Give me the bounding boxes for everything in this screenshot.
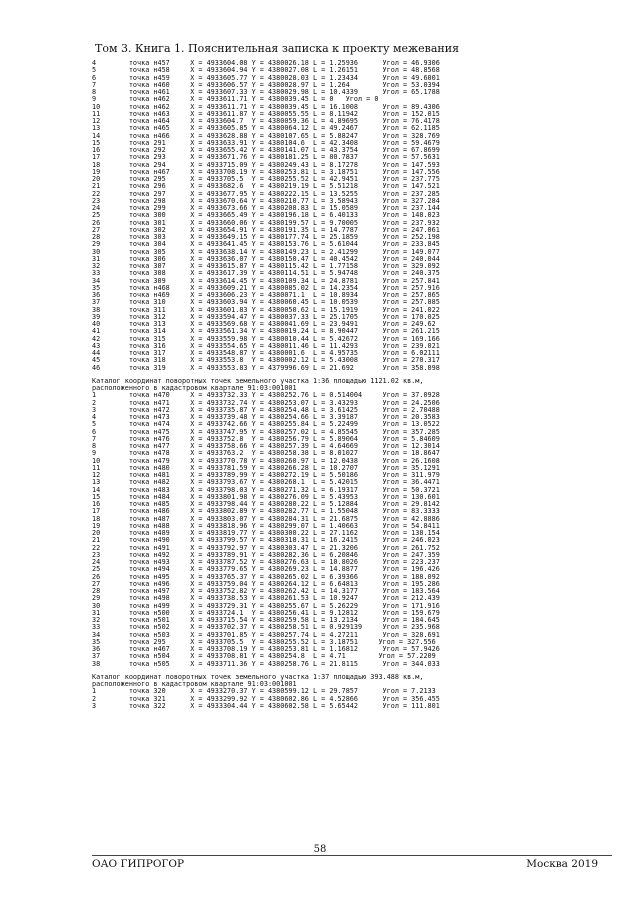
- table-row: 18 точка н487 X = 4933803.07 Y = 4380284.31 L = 21.6875 Угол = 42.8886: [92, 514, 440, 523]
- table-row: 39 точка 312 X = 4933594.47 Y = 4380037.33 L = 25.1705 Угол = 170.025: [92, 312, 440, 321]
- table-row: 35 точка 295 X = 4933705.5 Y = 4380255.52 L = 3.18751 Угол = 327.556: [92, 637, 436, 646]
- table-row: 30 точка н499 X = 4933729.31 Y = 4380255.67 L = 5.26229 Угол = 171.916: [92, 601, 440, 610]
- table-row: 33 точка 308 X = 4933617.39 Y = 4380114.51 L = 5.94748 Угол = 240.375: [92, 269, 440, 278]
- table-row: 46 точка 319 X = 4933553.83 Y = 4379996.69 L = 21.692 Угол = 358.098: [92, 363, 440, 372]
- table-row: 41 точка 314 X = 4933561.34 Y = 4380019.24 L = 8.90447 Угол = 261.215: [92, 327, 440, 336]
- table-row: 21 точка 296 X = 4933682.6 Y = 4380219.19 L = 5.51218 Угол = 147.521: [92, 182, 440, 191]
- table-row: 28 точка н497 X = 4933752.82 Y = 4380262.42 L = 14.3177 Угол = 183.564: [92, 587, 440, 595]
- table-row: 40 точка 313 X = 4933569.68 Y = 4380041.69 L = 23.9491 Угол = 249.62: [92, 320, 436, 328]
- document-header: Том 3. Книга 1. Пояснительная записка к проекту межевания: [95, 42, 460, 55]
- catalog-caption-1-36: Каталог координат поворотных точек земельного участка 1:36 площадью 1121.02 кв.м,: [92, 376, 424, 385]
- table-row: 43 точка 316 X = 4933554.65 Y = 4380011.46 L = 11.4293 Угол = 239.021: [92, 341, 440, 350]
- table-row: 14 точка н466 X = 4933628.88 Y = 4380107.65 L = 5.88247 Угол = 328.769: [92, 131, 440, 140]
- table-row: 36 точка н467 X = 4933708.19 Y = 4380253.81 L = 1.16812 Угол = 57.9426: [92, 645, 440, 653]
- table-row: 38 точка н505 X = 4933711.36 Y = 4380258.76 L = 21.8115 Угол = 344.033: [92, 659, 440, 668]
- coordinates-table-1-36: [92, 392, 612, 668]
- table-row: 14 точка н483 X = 4933798.03 Y = 4380271.32 L = 6.19317 Угол = 50.3721: [92, 485, 440, 494]
- table-row: 34 точка 309 X = 4933614.45 Y = 4380109.34 L = 24.8781 Угол = 257.841: [92, 276, 440, 285]
- table-row: 4 точка н473 X = 4933739.48 Y = 4380254.66 L = 3.39187 Угол = 20.3583: [92, 413, 440, 421]
- table-row: 8 точка н477 X = 4933758.66 Y = 4380257.39 L = 4.64669 Угол = 12.3014: [92, 442, 440, 450]
- table-row: 2 точка н471 X = 4933732.74 Y = 4380253.07 L = 3.43293 Угол = 24.2506: [92, 398, 440, 407]
- table-row: 31 точка 306 X = 4933636.07 Y = 4380150.47 L = 40.4542 Угол = 240.044: [92, 254, 440, 263]
- table-row: 23 точка 298 X = 4933670.64 Y = 4380210.77 L = 3.58943 Угол = 327.284: [92, 196, 440, 205]
- table-row: 23 точка н492 X = 4933789.91 Y = 4380282.36 L = 6.20846 Угол = 247.359: [92, 550, 440, 559]
- catalog-caption-1-37: Каталог координат поворотных точек земельного участка 1:37 площадью 393.488 кв.м,: [92, 672, 424, 681]
- table-row: 20 точка 295 X = 4933705.5 Y = 4380255.52 L = 42.9451 Угол = 237.775: [92, 175, 440, 183]
- table-row: 18 точка 294 X = 4933715.09 Y = 4380249.43 L = 8.17278 Угол = 147.593: [92, 160, 440, 169]
- table-row: 10 точка н479 X = 4933770.78 Y = 4380260.97 L = 12.0438 Угол = 26.1608: [92, 456, 440, 465]
- table-row: 25 точка н494 X = 4933779.65 Y = 4380269.23 L = 14.8877 Угол = 196.426: [92, 565, 440, 574]
- table-row: 7 точка н460 X = 4933606.57 Y = 4380028.97 L = 1.264 Угол = 53.0394: [92, 80, 440, 89]
- table-row: 30 точка 305 X = 4933638.14 Y = 4380149.23 L = 2.41299 Угол = 149.077: [92, 247, 440, 256]
- table-row: 27 точка н496 X = 4933759.04 Y = 4380264.12 L = 6.64813 Угол = 195.286: [92, 579, 440, 588]
- table-row: 27 точка 302 X = 4933654.91 Y = 4380191.35 L = 14.7787 Угол = 247.061: [92, 225, 440, 234]
- table-row: 24 точка 299 X = 4933673.66 Y = 4380208.83 L = 15.0589 Угол = 237.144: [92, 204, 440, 212]
- table-row: 32 точка 307 X = 4933615.87 Y = 4380115.42 L = 1.77158 Угол = 329.092: [92, 262, 440, 270]
- table-row: 37 точка н504 X = 4933708.81 Y = 4380254.8 L = 4.71 Угол = 57.2209: [92, 652, 436, 661]
- table-row: 4 точка н457 X = 4933604.08 Y = 4380026.18 L = 1.25936 Угол = 46.9306: [92, 59, 440, 67]
- table-row: 11 точка н480 X = 4933781.59 Y = 4380266.28 L = 10.2707 Угол = 35.1291: [92, 463, 440, 472]
- table-row: 3 точка н472 X = 4933735.87 Y = 4380254.48 L = 3.61425 Угол = 2.70488: [92, 405, 440, 414]
- table-row: 2 точка 321 X = 4933299.92 Y = 4380602.86 L = 4.52866 Угол = 356.455: [92, 694, 440, 703]
- table-row: 28 точка 303 X = 4933649.15 Y = 4380177.74 L = 25.1859 Угол = 252.198: [92, 233, 440, 241]
- table-row: 37 точка 310 X = 4933603.94 Y = 4380060.45 L = 10.0539 Угол = 257.885: [92, 298, 440, 307]
- table-row: 12 точка н481 X = 4933789.99 Y = 4380272.19 L = 5.50186 Угол = 311.979: [92, 471, 440, 479]
- table-row: 36 точка н469 X = 4933606.23 Y = 4380071.1 L = 10.8934 Угол = 257.865: [92, 291, 440, 299]
- table-row: 5 точка н474 X = 4933742.66 Y = 4380255.84 L = 5.22499 Угол = 13.0522: [92, 420, 440, 429]
- table-row: 6 точка н475 X = 4933747.95 Y = 4380257.02 L = 4.85545 Угол = 357.285: [92, 427, 440, 436]
- table-row: 8 точка н461 X = 4933607.33 Y = 4380029.98 L = 10.4339 Угол = 65.1788: [92, 88, 440, 96]
- table-row: 5 точка н458 X = 4933604.94 Y = 4380027.08 L = 1.26151 Угол = 48.8568: [92, 66, 440, 75]
- table-row: 29 точка н498 X = 4933738.53 Y = 4380261.53 L = 10.9247 Угол = 212.439: [92, 594, 440, 603]
- table-row: 1 точка н470 X = 4933732.33 Y = 4380252.76 L = 0.514004 Угол = 37.0928: [92, 391, 440, 400]
- table-row: 29 точка 304 X = 4933641.45 Y = 4380153.76 L = 5.61044 Угол = 233.845: [92, 240, 440, 249]
- table-row: 24 точка н493 X = 4933787.52 Y = 4380276.63 L = 10.8026 Угол = 223.237: [92, 558, 440, 566]
- table-row: 13 точка н465 X = 4933605.85 Y = 4380064.12 L = 49.2467 Угол = 62.1185: [92, 124, 440, 133]
- table-row: 13 точка н482 X = 4933793.67 Y = 4380268.1 L = 5.42015 Угол = 36.4471: [92, 478, 440, 487]
- table-row: 15 точка н484 X = 4933801.98 Y = 4380276.09 L = 5.43953 Угол = 130.601: [92, 492, 440, 501]
- table-row: 21 точка н490 X = 4933799.57 Y = 4380318.31 L = 16.2415 Угол = 246.023: [92, 536, 440, 545]
- coordinates-table-1-37: [92, 688, 612, 710]
- table-row: 10 точка н462 X = 4933611.71 Y = 4380039.45 L = 16.1008 Угол = 89.4306: [92, 102, 440, 111]
- footer-divider: [92, 855, 612, 856]
- table-row: 16 точка 292 X = 4933655.42 Y = 4380141.07 L = 43.3754 Угол = 67.8699: [92, 146, 440, 154]
- table-row: 11 точка н463 X = 4933611.87 Y = 4380055.55 L = 8.11942 Угол = 152.015: [92, 109, 440, 118]
- table-row: 12 точка н464 X = 4933604.7 Y = 4380059.36 L = 4.89695 Угол = 76.4178: [92, 117, 440, 125]
- table-row: 15 точка 291 X = 4933633.91 Y = 4380104.6 L = 42.3408 Угол = 59.4679: [92, 138, 440, 147]
- table-row: 38 точка 311 X = 4933601.83 Y = 4380050.62 L = 15.1919 Угол = 241.022: [92, 305, 440, 314]
- table-row: 42 точка 315 X = 4933559.98 Y = 4380010.44 L = 5.42672 Угол = 169.166: [92, 334, 440, 343]
- table-row: 20 точка н489 X = 4933819.77 Y = 4380300.22 L = 27.1162 Угол = 138.154: [92, 529, 440, 537]
- table-row: 25 точка 300 X = 4933665.49 Y = 4380196.18 L = 6.40133 Угол = 148.023: [92, 211, 440, 220]
- table-row: 7 точка н476 X = 4933752.8 Y = 4380256.79 L = 5.89064 Угол = 5.84609: [92, 434, 440, 443]
- table-row: 17 точка 293 X = 4933671.76 Y = 4380181.25 L = 80.7837 Угол = 57.5631: [92, 153, 440, 162]
- table-row: 34 точка н503 X = 4933701.85 Y = 4380257.74 L = 4.27211 Угол = 328.691: [92, 630, 440, 639]
- footer-organization: ОАО ГИПРОГОР: [92, 858, 185, 870]
- catalog-caption-1-36-quarter: расположенного в кадастровом квартале 91:03:001001: [92, 384, 297, 392]
- table-row: 33 точка н502 X = 4933702.37 Y = 4380258.51 L = 0.929139 Угол = 235.968: [92, 623, 440, 632]
- table-row: 19 точка н488 X = 4933818.96 Y = 4380299.07 L = 1.40663 Угол = 54.8411: [92, 521, 440, 530]
- table-row: 9 точка н478 X = 4933763.2 Y = 4380258.38 L = 8.01027 Угол = 18.8647: [92, 449, 440, 458]
- table-row: 22 точка 297 X = 4933677.95 Y = 4380222.15 L = 13.5255 Угол = 237.285: [92, 189, 440, 198]
- page-number: 58: [313, 844, 327, 855]
- table-row: 16 точка н485 X = 4933798.44 Y = 4380280.22 L = 5.12884 Угол = 29.8142: [92, 500, 440, 508]
- coordinates-table-continued: [92, 60, 612, 372]
- table-row: 9 точка н462 X = 4933611.71 Y = 4380039.45 L = 0 Угол = 0: [92, 95, 379, 104]
- table-row: 3 точка 322 X = 4933304.44 Y = 4380602.58 L = 5.65442 Угол = 111.801: [92, 701, 440, 710]
- table-row: 17 точка н486 X = 4933802.89 Y = 4380282.77 L = 1.55048 Угол = 83.3333: [92, 507, 440, 516]
- table-row: 45 точка 318 X = 4933553.8 Y = 4380002.12 L = 5.43008 Угол = 270.317: [92, 356, 440, 365]
- table-row: 6 точка н459 X = 4933605.77 Y = 4380028.03 L = 1.23434 Угол = 49.6001: [92, 73, 440, 82]
- table-row: 22 точка н491 X = 4933792.97 Y = 4380303.47 L = 21.3206 Угол = 261.752: [92, 543, 440, 552]
- table-row: 26 точка 301 X = 4933660.06 Y = 4380199.57 L = 9.70005 Угол = 237.932: [92, 218, 440, 227]
- table-row: 44 точка 317 X = 4933548.87 Y = 4380001.6 L = 4.95735 Угол = 6.02111: [92, 349, 440, 357]
- table-row: 1 точка 320 X = 4933270.37 Y = 4380599.12 L = 29.7857 Угол = 7.2133: [92, 687, 436, 696]
- footer-city-year: Москва 2019: [526, 858, 598, 870]
- document-body: [92, 60, 612, 710]
- table-row: 26 точка н495 X = 4933765.37 Y = 4380265.02 L = 6.39366 Угол = 188.092: [92, 572, 440, 581]
- table-row: 35 точка н468 X = 4933609.21 Y = 4380085.02 L = 14.2354 Угол = 257.916: [92, 283, 440, 292]
- table-row: 31 точка н500 X = 4933724.1 Y = 4380256.41 L = 9.12812 Угол = 159.679: [92, 608, 440, 617]
- table-row: 19 точка н467 X = 4933708.19 Y = 4380253.81 L = 3.18751 Угол = 147.556: [92, 167, 440, 176]
- catalog-caption-1-37-quarter: расположенного в кадастровом квартале 91:03:001001: [92, 680, 297, 688]
- table-row: 32 точка н501 X = 4933715.54 Y = 4380259.58 L = 13.2134 Угол = 184.645: [92, 616, 440, 624]
